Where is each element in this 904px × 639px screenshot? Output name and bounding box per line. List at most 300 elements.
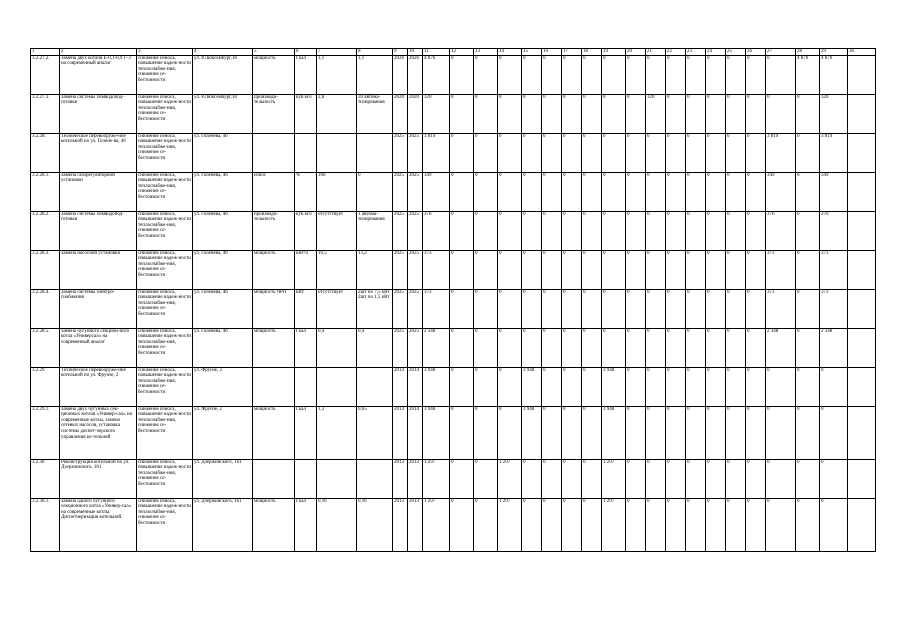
table-cell: 0 [626,133,646,172]
table-cell: снижение износа, повышение надеж-ности теплоснабже-ния, снижение се-бестоимости [137,94,193,133]
table-cell: 0 [542,250,562,289]
table-cell: 0 [820,406,848,459]
table-cell: 0 [582,133,602,172]
table-cell [848,406,876,459]
column-number: 16 [542,49,562,56]
table-cell: 2013 [408,498,423,551]
table-cell: снижение износа, повышение надеж-ности теплоснабже-ния, снижение се-бестоимости [137,406,193,459]
table-cell: 0 [626,459,646,498]
column-number-row [31,49,876,56]
table-cell: 373 [423,289,450,328]
table-cell: 2025 [408,133,423,172]
table-cell: 0 [796,328,820,367]
table-cell [357,459,393,498]
table-cell: 0 [357,172,393,211]
table-cell: 0 [666,289,686,328]
table-cell: 0 [582,172,602,211]
table-cell: Замена системы химводопод-готовки [60,94,137,133]
table-cell: Гкал [295,328,317,367]
table-cell: Гкал [295,406,317,459]
table-cell: ул. Р.Люксембург,18 [193,94,253,133]
table-cell: % [295,172,317,211]
table-cell: 0 [582,55,602,94]
table-cell: 0 [666,172,686,211]
table-cell: 0 [562,133,582,172]
table-cell: 0 [450,459,474,498]
table-cell: 2025 [393,328,408,367]
table-cell: 0 [474,133,498,172]
table-cell: 16,5 [317,250,357,289]
table-cell: снижение износа, повышение надеж-ности теплоснабже-ния, снижение се-бестоимости [137,250,193,289]
table-cell [295,367,317,406]
table-cell: 0 [474,367,498,406]
table-cell: 2025 [408,172,423,211]
table-cell: 1 297 [498,459,522,498]
table-cell [253,367,295,406]
table-cell: 0 [666,211,686,250]
table-cell: 2025 [408,289,423,328]
column-number: 27 [766,49,796,56]
table-cell: ул. Дзержинского, 161 [193,459,253,498]
table-cell: 0 [582,94,602,133]
table-cell: 0 [686,459,706,498]
table-cell: 0 [686,250,706,289]
table-cell: 0 [450,498,474,551]
column-number: 14 [498,49,522,56]
table-cell: 0 [706,211,726,250]
table-cell: Техническое перевооруже-ние котельной по ул. Фрунзе, 2 [60,367,137,406]
table-cell: 3 948 [602,367,626,406]
table-cell: куб.м/ч [295,94,317,133]
table-cell: 0 [666,55,686,94]
table-cell: 4 876 [820,55,848,94]
table-cell: 0 [626,55,646,94]
document-sheet [30,48,875,552]
table-cell: снижение износа, повышение надеж-ности теплоснабже-ния, снижение се-бестоимости [137,55,193,94]
table-cell: 0 [582,459,602,498]
table-cell: 0 [686,133,706,172]
table-cell: 3.2.28.2. [31,211,60,250]
table-cell [317,459,357,498]
table-cell: 0 [746,250,766,289]
table-cell: 3.2.29 [31,367,60,406]
table-cell: 2026 [393,55,408,94]
table-cell [848,459,876,498]
table-cell: 0 [820,498,848,551]
table-cell: мощность [253,406,295,459]
table-cell: 0 [522,55,542,94]
table-row [31,406,876,459]
table-cell: Замена системы электро-снабжения [60,289,137,328]
table-cell: 0 [706,133,726,172]
table-row [31,289,876,328]
table-cell: 0 [766,367,796,406]
column-number: 25 [726,49,746,56]
table-cell: 0 [474,459,498,498]
table-cell: 0 [706,250,726,289]
table-cell: 3 948 [423,367,450,406]
table-cell: 0 [726,55,746,94]
table-cell: 0,16 [357,498,393,551]
table-cell: 2 348 [820,328,848,367]
table-cell: 1 297 [602,459,626,498]
table-cell: 0 [602,289,626,328]
table-cell: 1 297 [423,498,450,551]
table-cell: куб.м/ч [295,211,317,250]
column-number: 1 [31,49,60,56]
table-cell: 0 [450,133,474,172]
table-cell: 0 [766,459,796,498]
table-cell: 0 [474,172,498,211]
table-cell: 376 [766,211,796,250]
table-cell: 0 [706,172,726,211]
table-cell: 3.2.28.1. [31,172,60,211]
table-cell: 2014 [408,367,423,406]
table-row [31,172,876,211]
table-cell: 0 [686,211,706,250]
table-cell: 0 [666,459,686,498]
table-cell: 2013 [393,498,408,551]
table-cell [357,133,393,172]
table-cell: мощность [253,498,295,551]
table-cell: 0 [626,250,646,289]
table-cell: 2025 [393,172,408,211]
table-cell: 0 [474,94,498,133]
table-cell: 0 [474,250,498,289]
table-cell: 0 [542,172,562,211]
table-cell: 0 [686,289,706,328]
table-row [31,498,876,551]
table-cell [253,133,295,172]
table-cell: 0 [726,133,746,172]
table-cell: 0 [766,406,796,459]
table-cell: 0 [706,55,726,94]
table-cell: 2025 [408,328,423,367]
table-cell: 0 [542,406,562,459]
table-cell [848,133,876,172]
column-number: 29 [820,49,848,56]
table-cell: Гкал [295,55,317,94]
table-cell: 0 [474,328,498,367]
table-cell [317,133,357,172]
table-cell: снижение износа, повышение надеж-ности теплоснабже-ния, снижение се-бестоимости [137,211,193,250]
column-number: 8 [357,49,393,56]
table-cell: 0 [646,133,666,172]
table-cell: 0 [450,55,474,94]
table-cell: 0 [450,172,474,211]
column-number: 18 [582,49,602,56]
table-cell: ул. Голенева, 46 [193,133,253,172]
table-cell: 0 [706,94,726,133]
table-row [31,250,876,289]
table-cell: 0 [686,55,706,94]
column-number: 13 [474,49,498,56]
table-cell: 0 [626,328,646,367]
table-cell: производи-тельность [253,211,295,250]
table-cell: ул. Голенева, 46 [193,172,253,211]
table-cell: 0 [646,328,666,367]
column-number: 2 [60,49,137,56]
table-cell: 100 [317,172,357,211]
column-number: 30 [848,49,876,56]
table-cell: 0 [602,250,626,289]
table-cell: снижение износа, повышение надеж-ности теплоснабже-ния, снижение се-бестоимости [137,498,193,551]
table-cell: 2025 [393,250,408,289]
column-number: 19 [602,49,626,56]
table-cell: 0 [626,406,646,459]
table-cell: 373 [766,250,796,289]
table-cell: 1,1 [317,55,357,94]
table-cell: 0 [542,55,562,94]
table-cell: 1,1 [357,55,393,94]
table-cell: 2025 [393,211,408,250]
table-cell: 0 [706,406,726,459]
table-cell: 320 [646,94,666,133]
table-cell: 1 297 [602,498,626,551]
table-cell: снижение износа, повышение надеж-ности теплоснабже-ния, снижение се-бестоимости [137,133,193,172]
table-cell: 0 [562,406,582,459]
column-number: 24 [706,49,726,56]
table-cell: 4 876 [423,55,450,94]
table-cell: 3 948 [602,406,626,459]
table-cell: 0 [726,94,746,133]
table-cell: 3 819 [423,133,450,172]
table-cell: Гкал [295,498,317,551]
table-cell: 0 [474,406,498,459]
table-row [31,94,876,133]
table-cell: 2026 [408,55,423,94]
table-cell: 3 948 [522,406,542,459]
table-cell [848,250,876,289]
table-cell: 0 [542,459,562,498]
table-cell: 0 [666,367,686,406]
table-cell: 0 [582,250,602,289]
table-cell: 0 [796,406,820,459]
table-cell: мощность [253,250,295,289]
table-cell [848,172,876,211]
table-cell: 1 автома-тизирования [357,211,393,250]
table-cell: 349 [820,172,848,211]
table-cell: 0 [522,328,542,367]
table-cell: 0 [766,94,796,133]
table-cell: 0 [726,172,746,211]
table-cell [848,328,876,367]
column-number: 5 [253,49,295,56]
table-cell: 3 948 [423,406,450,459]
table-cell: 0 [562,250,582,289]
table-cell: 0 [602,211,626,250]
table-cell: 2025 [408,211,423,250]
table-cell: 0 [562,367,582,406]
column-number: 9 [393,49,408,56]
table-cell: 0 [686,94,706,133]
table-cell: 0 [666,406,686,459]
table-cell: 0 [582,498,602,551]
table-cell [848,367,876,406]
table-cell: 0 [666,133,686,172]
table-cell: 0 [562,328,582,367]
table-cell: Замена двух чугунных сек-ционных котлов «Универ-сал» на современные котлы, замена сетевых насосов, установка системы диспет-черского управления ко-тельной [60,406,137,459]
table-cell: 0 [820,459,848,498]
table-cell: 0 [706,498,726,551]
table-cell: 0 [646,406,666,459]
table-cell: Замена чугунного секцион-ного котла «Универсал» на современный аналог [60,328,137,367]
table-cell: 0 [602,172,626,211]
table-cell: мощность ЧРП [253,289,295,328]
table-cell: снижение износа, повышение надеж-ности теплоснабже-ния, снижение се-бестоимости [137,172,193,211]
table-cell [295,133,317,172]
table-cell: 0 [542,211,562,250]
table-cell: 0 [626,367,646,406]
column-number: 23 [686,49,706,56]
table-cell: 0 [796,459,820,498]
table-cell: 0 [522,211,542,250]
table-cell: 0 [666,498,686,551]
table-cell: 0 [726,459,746,498]
table-cell: ул. Голенева, 46 [193,250,253,289]
table-cell: 0 [498,367,522,406]
table-cell: 0 [726,250,746,289]
table-cell: 0 [626,498,646,551]
table-cell: кВт/ч [295,250,317,289]
table-cell: 0 [450,289,474,328]
table-cell: 0 [706,328,726,367]
table-cell: 0 [582,367,602,406]
table-cell [848,211,876,250]
table-cell: ул. Р.Люксембург,18 [193,55,253,94]
table-cell: 2,8 [317,94,357,133]
table-row [31,459,876,498]
table-cell: 0 [562,94,582,133]
table-cell: 2025 [408,250,423,289]
table-cell: 0 [542,133,562,172]
table-cell: 0 [602,55,626,94]
table-cell: 3 819 [766,133,796,172]
table-cell: 3 948 [522,367,542,406]
table-cell: 0 [796,94,820,133]
table-cell: 0,16 [317,498,357,551]
table-cell: 0 [498,55,522,94]
table-cell: 0 [746,328,766,367]
table-cell: 0 [726,289,746,328]
column-number: 17 [562,49,582,56]
table-cell: 20 автома-тизирования [357,94,393,133]
table-cell: 0 [746,55,766,94]
table-cell [848,289,876,328]
table-cell: 0 [766,55,796,94]
table-cell: 0 [474,211,498,250]
table-cell: 376 [423,211,450,250]
table-cell: 1 297 [423,459,450,498]
table-cell: 0 [726,211,746,250]
table-cell: отсутствует [317,211,357,250]
table-cell: 0 [646,172,666,211]
table-cell: 0 [686,406,706,459]
table-cell: 0 [474,498,498,551]
table-cell: ул. Фрунзе, 2 [193,367,253,406]
table-cell: Замена газорегуляторной установки [60,172,137,211]
table-cell: 0 [522,250,542,289]
table-cell: 0 [796,498,820,551]
table-cell: 2020 [408,94,423,133]
table-cell: 0 [474,289,498,328]
table-cell: 0 [686,172,706,211]
table-cell: 2020 [393,94,408,133]
table-cell: 0 [522,289,542,328]
table-cell: 3.2.27.2. [31,55,60,94]
column-number: 22 [666,49,686,56]
table-cell: 0 [582,406,602,459]
table-cell: 373 [820,250,848,289]
table-cell: 0 [666,250,686,289]
table-cell: 0 [686,498,706,551]
table-cell: 3.2.28.4. [31,289,60,328]
table-cell: 0 [626,172,646,211]
table-cell: 0 [726,498,746,551]
column-number: 6 [295,49,317,56]
table-cell: 0 [726,406,746,459]
table-cell: 0 [646,498,666,551]
table-cell: 0 [796,211,820,250]
column-number: 7 [317,49,357,56]
table-cell: 4 876 [796,55,820,94]
table-cell: 0 [746,133,766,172]
column-number: 21 [646,49,666,56]
table-body [31,49,876,552]
table-cell: 2014 [393,367,408,406]
table-cell: 0 [522,498,542,551]
table-cell: 0 [626,94,646,133]
table-cell: Замена одного чугунного секционного котла «Универ-сал» на современные котлы. Диспетчеризация котельной. [60,498,137,551]
table-cell: Реконструкция котельной по ул. Дзержинского, 161 [60,459,137,498]
table-cell: Замена насосной установки [60,250,137,289]
table-cell: 0 [498,133,522,172]
table-cell: 373 [820,289,848,328]
table-cell: 0 [562,498,582,551]
column-number: 11 [423,49,450,56]
column-number: 3 [137,49,193,56]
table-cell: 0 [726,328,746,367]
table-cell: 376 [820,211,848,250]
table-cell: 0 [646,211,666,250]
table-cell: 3.2.27.3. [31,94,60,133]
table-cell: 1 297 [498,498,522,551]
table-cell: ул. Голенева, 46 [193,328,253,367]
table-cell: 0 [522,459,542,498]
table-cell: 0 [542,367,562,406]
table-cell: 0 [820,367,848,406]
table-cell: 0 [498,406,522,459]
column-number: 4 [193,49,253,56]
table-cell: 0 [562,211,582,250]
table-cell: снижение износа, повышение надеж-ности теплоснабже-ния, снижение се-бестоимости [137,289,193,328]
table-row [31,367,876,406]
table-cell: 0 [498,328,522,367]
table-cell: 0 [562,289,582,328]
table-cell: 2025 [393,133,408,172]
table-cell: 0 [746,459,766,498]
table-cell: ул. Голенева, 46 [193,289,253,328]
table-cell: 0 [796,367,820,406]
table-row [31,133,876,172]
table-cell: 0 [498,250,522,289]
table-cell: 2шт по 7,5 кВт 2шт по 1,5 кВт [357,289,393,328]
table-cell: мощность [253,328,295,367]
table-cell: 0 [796,133,820,172]
table-cell: 0 [666,94,686,133]
table-cell: 349 [423,172,450,211]
table-cell: 0 [626,289,646,328]
